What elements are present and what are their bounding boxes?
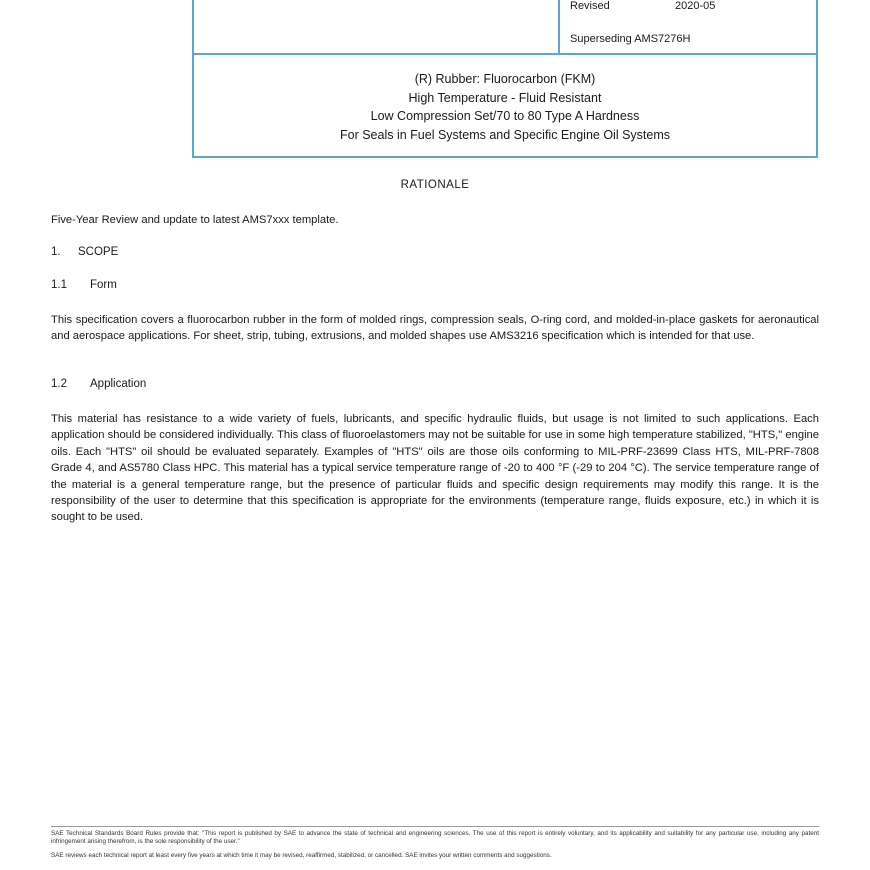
title-line: For Seals in Fuel Systems and Specific Engine Oil Systems	[340, 127, 670, 142]
superseding-text: Superseding AMS7276H	[570, 33, 691, 45]
document-title	[194, 70, 816, 144]
section-scope-heading	[51, 246, 118, 258]
section-number: 1.1	[51, 279, 67, 291]
revision-info	[558, 0, 818, 53]
title-line: High Temperature - Fluid Resistant	[408, 90, 602, 105]
revised-date: 2020-05	[675, 0, 716, 12]
footer-divider	[51, 826, 819, 827]
section-number: 1.2	[51, 378, 67, 390]
superseding-row	[570, 33, 690, 45]
header-info-row	[194, 0, 816, 55]
section-title: SCOPE	[78, 246, 119, 258]
section-number: 1.	[51, 246, 61, 258]
section-title: Form	[90, 279, 117, 291]
revised-label: Revised	[570, 0, 610, 12]
section-title: Application	[90, 378, 147, 390]
rationale-text: Five-Year Review and update to latest AMS7xxx template.	[51, 214, 339, 226]
footer-review-notice: SAE reviews each technical report at least every five years at which time it may be revised, reaffirmed, stabilized, or cancelled. SAE invites your written comments and suggestions.	[51, 852, 552, 859]
document-header-box	[192, 0, 818, 158]
revised-row	[570, 0, 716, 12]
rationale-heading: RATIONALE	[400, 179, 470, 191]
form-paragraph: This specification covers a fluorocarbon rubber in the form of molded rings, compression seals, O-ring cord, and molded-in-place gaskets for aeronautical and aerospace applications. For sheet, strip, tubing, extrusions, and molded shapes use AMS3216 specification which is intended for that use.	[51, 314, 819, 343]
section-application-heading	[51, 378, 146, 390]
section-form-heading	[51, 279, 117, 291]
application-paragraph: This material has resistance to a wide variety of fuels, lubricants, and specific hydraulic fluids, but usage is not limited to such applications. Each application should be considered individually. This class of fluoroelastomers may not be suitable for use in some high temperature stabilized, "HTS," engine oils. Each "HTS" oil should be evaluated separately. Examples of "HTS" oils are those oils conforming to MIL-PRF-23699 Class HTS, MIL-PRF-7808 Grade 4, and AS5780 Class HPC. This material has a typical service temperature range of -20 to 400 °F (-29 to 204 °C). The service temperature range of the material is a general temperature range, but the presence of particular fluids and specific design requirements may modify this range. It is the responsibility of the user to determine that this specification is appropriate for the environments (temperature range, fluids exposure, etc.) in which it is sought to be used.	[51, 413, 819, 524]
title-line: (R) Rubber: Fluorocarbon (FKM)	[414, 72, 596, 86]
footer-notice: SAE Technical Standards Board Rules provide that: "This report is published by SAE to advance the state of technical and engineering sciences. The use of this report is entirely voluntary, and its applicability and suitability for any particular use, including any patent infringement arising therefrom, is the sole responsibility of the user."	[51, 830, 819, 845]
title-line: Low Compression Set/70 to 80 Type A Hardness	[370, 109, 640, 123]
